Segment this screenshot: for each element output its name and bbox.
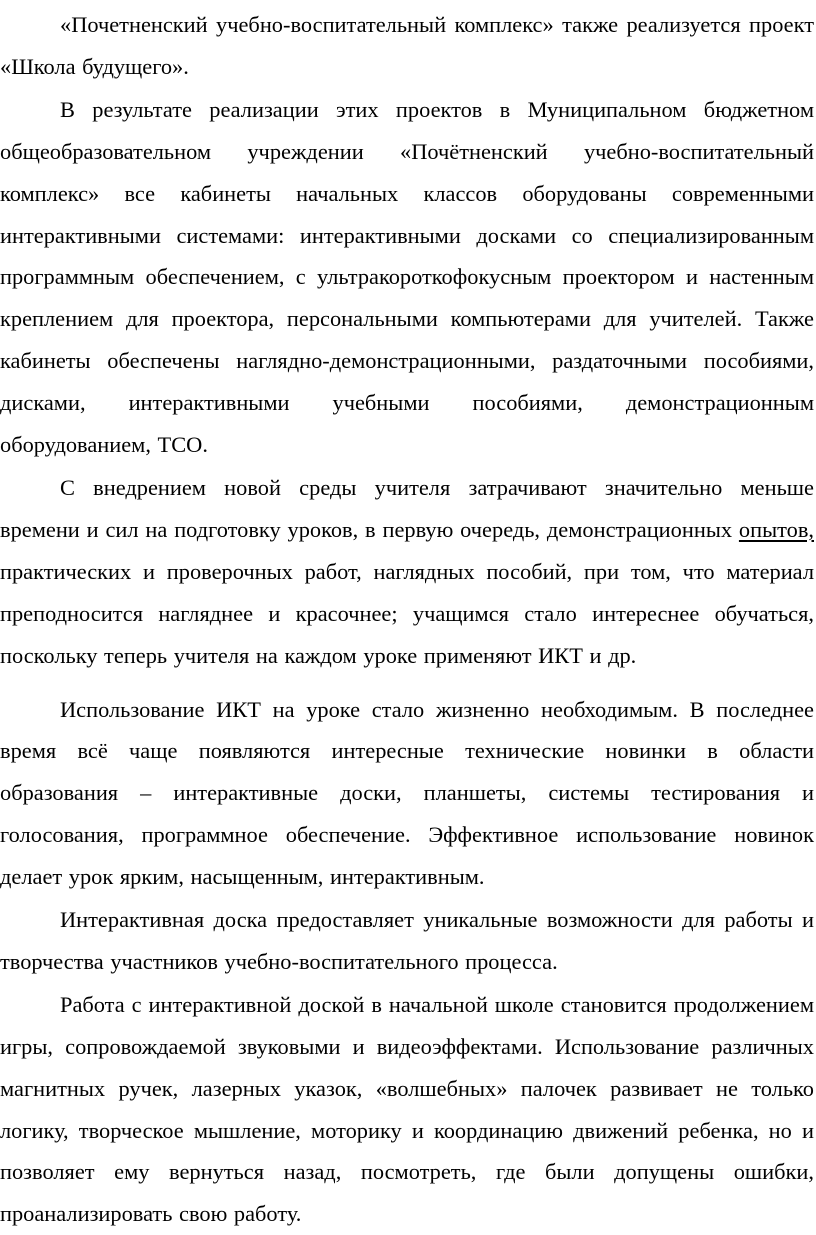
paragraph-new-environment-text-before: С внедрением новой среды учителя затрачивают значительно меньше времени и сил на подготовку уроков, в первую очередь, демонстрационных [0, 474, 814, 542]
paragraph-school-of-future: «Почетненский учебно-воспитательный комплекс» также реализуется проект «Школа будущего». [0, 12, 814, 79]
paragraph-new-environment-text-after: практических и проверочных работ, наглядных пособий, при том, что материал преподносится нагляднее и красочнее; учащимся стало интереснее обучаться, поскольку теперь учителя на каждом уроке применяют ИКТ и др. [0, 558, 814, 668]
paragraph-interactive-board: Интерактивная доска предоставляет уникальные возможности для работы и творчества участников учебно-воспитательного процесса. [0, 907, 814, 974]
paragraph-new-environment [0, 467, 814, 677]
paragraph-ict-usage: Использование ИКТ на уроке стало жизненно необходимым. В последнее время всё чаще появляются интересные технические новинки в области образования – интерактивные доски, планшеты, системы тестирования и голосования, программное обеспечение. Эффективное использование новинок делает урок ярким, насыщенным, интерактивным. [0, 696, 814, 890]
document-page [0, 4, 814, 1235]
paragraph-project-results: В результате реализации этих проектов в Муниципальном бюджетном общеобразовательном учреждении «Почётненский учебно-воспитательный комплекс» все кабинеты начальных классов оборудованы современными интерактивными системами: интерактивными досками со специализированным программным обеспечением, с ультракороткофокусным проектором и настенным креплением для проектора, персональными компьютерами для учителей. Также кабинеты обеспечены наглядно-демонстрационными, раздаточными пособиями, дисками, интерактивными учебными пособиями, демонстрационным оборудованием, ТСО. [0, 96, 814, 458]
underlined-word-experiments: опытов, [738, 516, 814, 542]
paragraph-board-in-primary-school: Работа с интерактивной доской в начальной школе становится продолжением игры, сопровождаемой звуковыми и видеоэффектами. Использование различных магнитных ручек, лазерных указок, «волшебных» палочек развивает не только логику, творческое мышление, моторику и координацию движений ребенка, но и позволяет ему вернуться назад, посмотреть, где были допущены ошибки, проанализировать свою работу. [0, 991, 814, 1227]
